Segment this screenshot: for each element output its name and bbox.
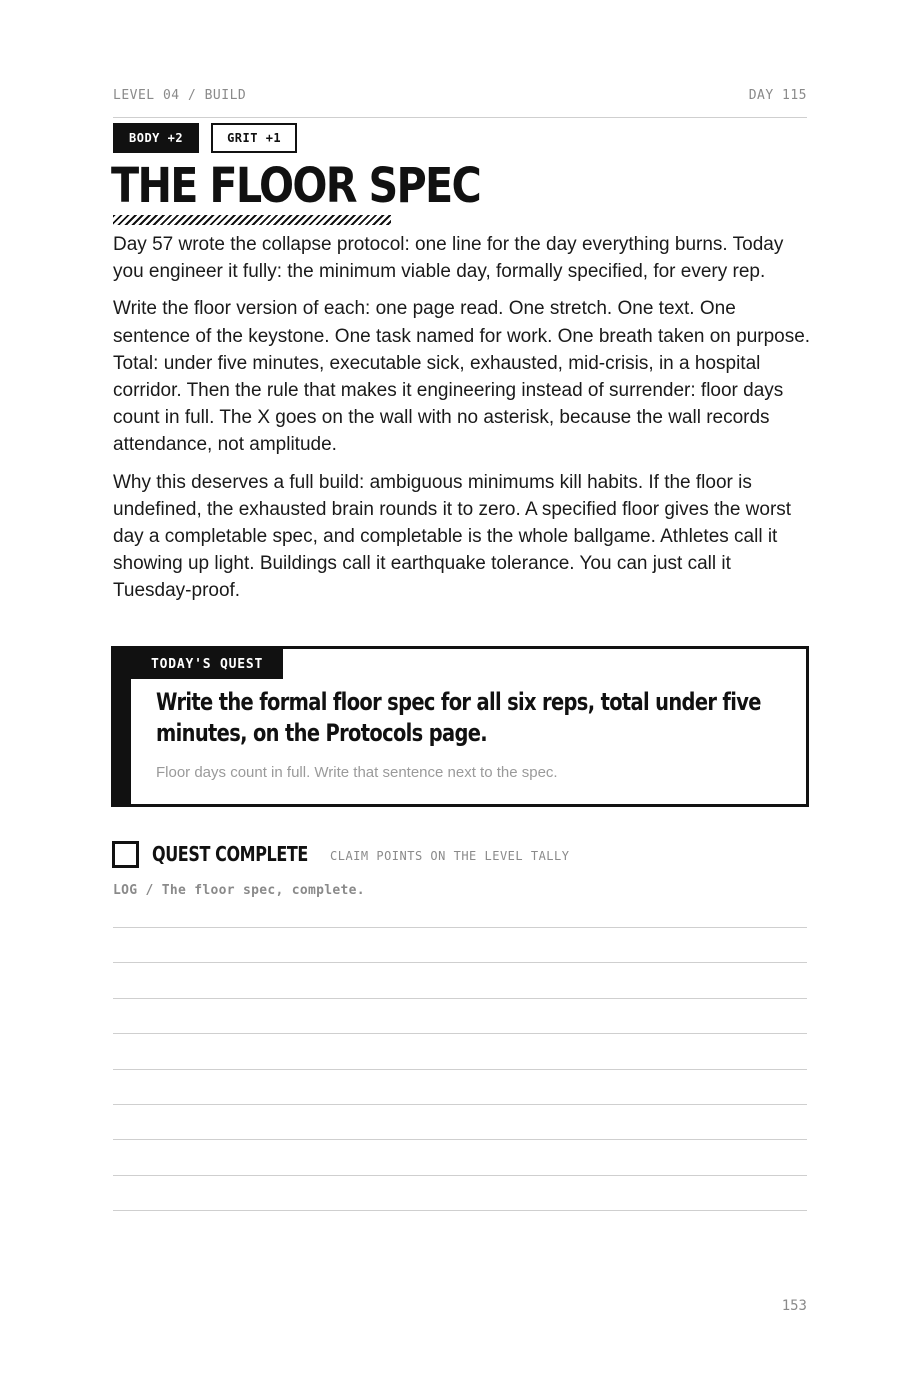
log-line xyxy=(113,1033,807,1034)
quest-label: TODAY'S QUEST xyxy=(131,649,283,679)
page-header xyxy=(113,88,807,118)
log-line xyxy=(113,1175,807,1176)
quest-complete-checkbox[interactable] xyxy=(112,841,139,868)
section-label: LEVEL 04 / BUILD xyxy=(113,88,247,103)
body-copy xyxy=(113,231,813,615)
quest-complete-label: QUEST COMPLETE xyxy=(152,842,308,866)
page-number: 153 xyxy=(781,1298,807,1314)
quest-side-bar xyxy=(114,649,131,804)
page-title: THE FLOOR SPEC xyxy=(111,158,481,214)
log-line xyxy=(113,962,807,963)
day-label: DAY 115 xyxy=(748,88,807,103)
quest-box xyxy=(111,646,809,807)
log-line xyxy=(113,927,807,928)
claim-points-hint: CLAIM POINTS ON THE LEVEL TALLY xyxy=(330,849,570,863)
quest-headline: Write the formal floor spec for all six reps, total under five minutes, on the Protocols page. xyxy=(156,688,761,747)
title-hatch-divider xyxy=(113,215,391,225)
quest-complete-row xyxy=(112,841,812,869)
log-line xyxy=(113,998,807,999)
log-line xyxy=(113,1139,807,1140)
grit-stat-badge: GRIT +1 xyxy=(211,123,297,153)
paragraph: Why this deserves a full build: ambiguous minimums kill habits. If the floor is undefined, the exhausted brain rounds it to zero. A specified floor gives the worst day a completable spec, and completable is the whole ballgame. Athletes call it showing up light. Buildings call it earthquake tolerance. You can just call it Tuesday-proof. xyxy=(113,471,792,602)
stat-badges xyxy=(113,123,297,153)
quest-note: Floor days count in full. Write that sentence next to the spec. xyxy=(156,764,558,781)
body-stat-badge: BODY +2 xyxy=(113,123,199,153)
log-label: LOG / The floor spec, complete. xyxy=(113,883,365,898)
paragraph: Write the floor version of each: one page read. One stretch. One text. One sentence of the keystone. One task named for work. One breath taken on purpose. Total: under five minutes, executable sick, exhausted, mid-crisis, in a hospital corridor. Then the rule that makes it engineering instead of surrender: floor days count in full. The X goes on the wall with no asterisk, because the wall records attendance, not amplitude. xyxy=(113,298,811,456)
paragraph: Day 57 wrote the collapse protocol: one line for the day everything burns. Today you engineer it fully: the minimum viable day, formally specified, for every rep. xyxy=(113,234,784,283)
log-line xyxy=(113,1104,807,1105)
log-line xyxy=(113,1069,807,1070)
log-line xyxy=(113,1210,807,1211)
